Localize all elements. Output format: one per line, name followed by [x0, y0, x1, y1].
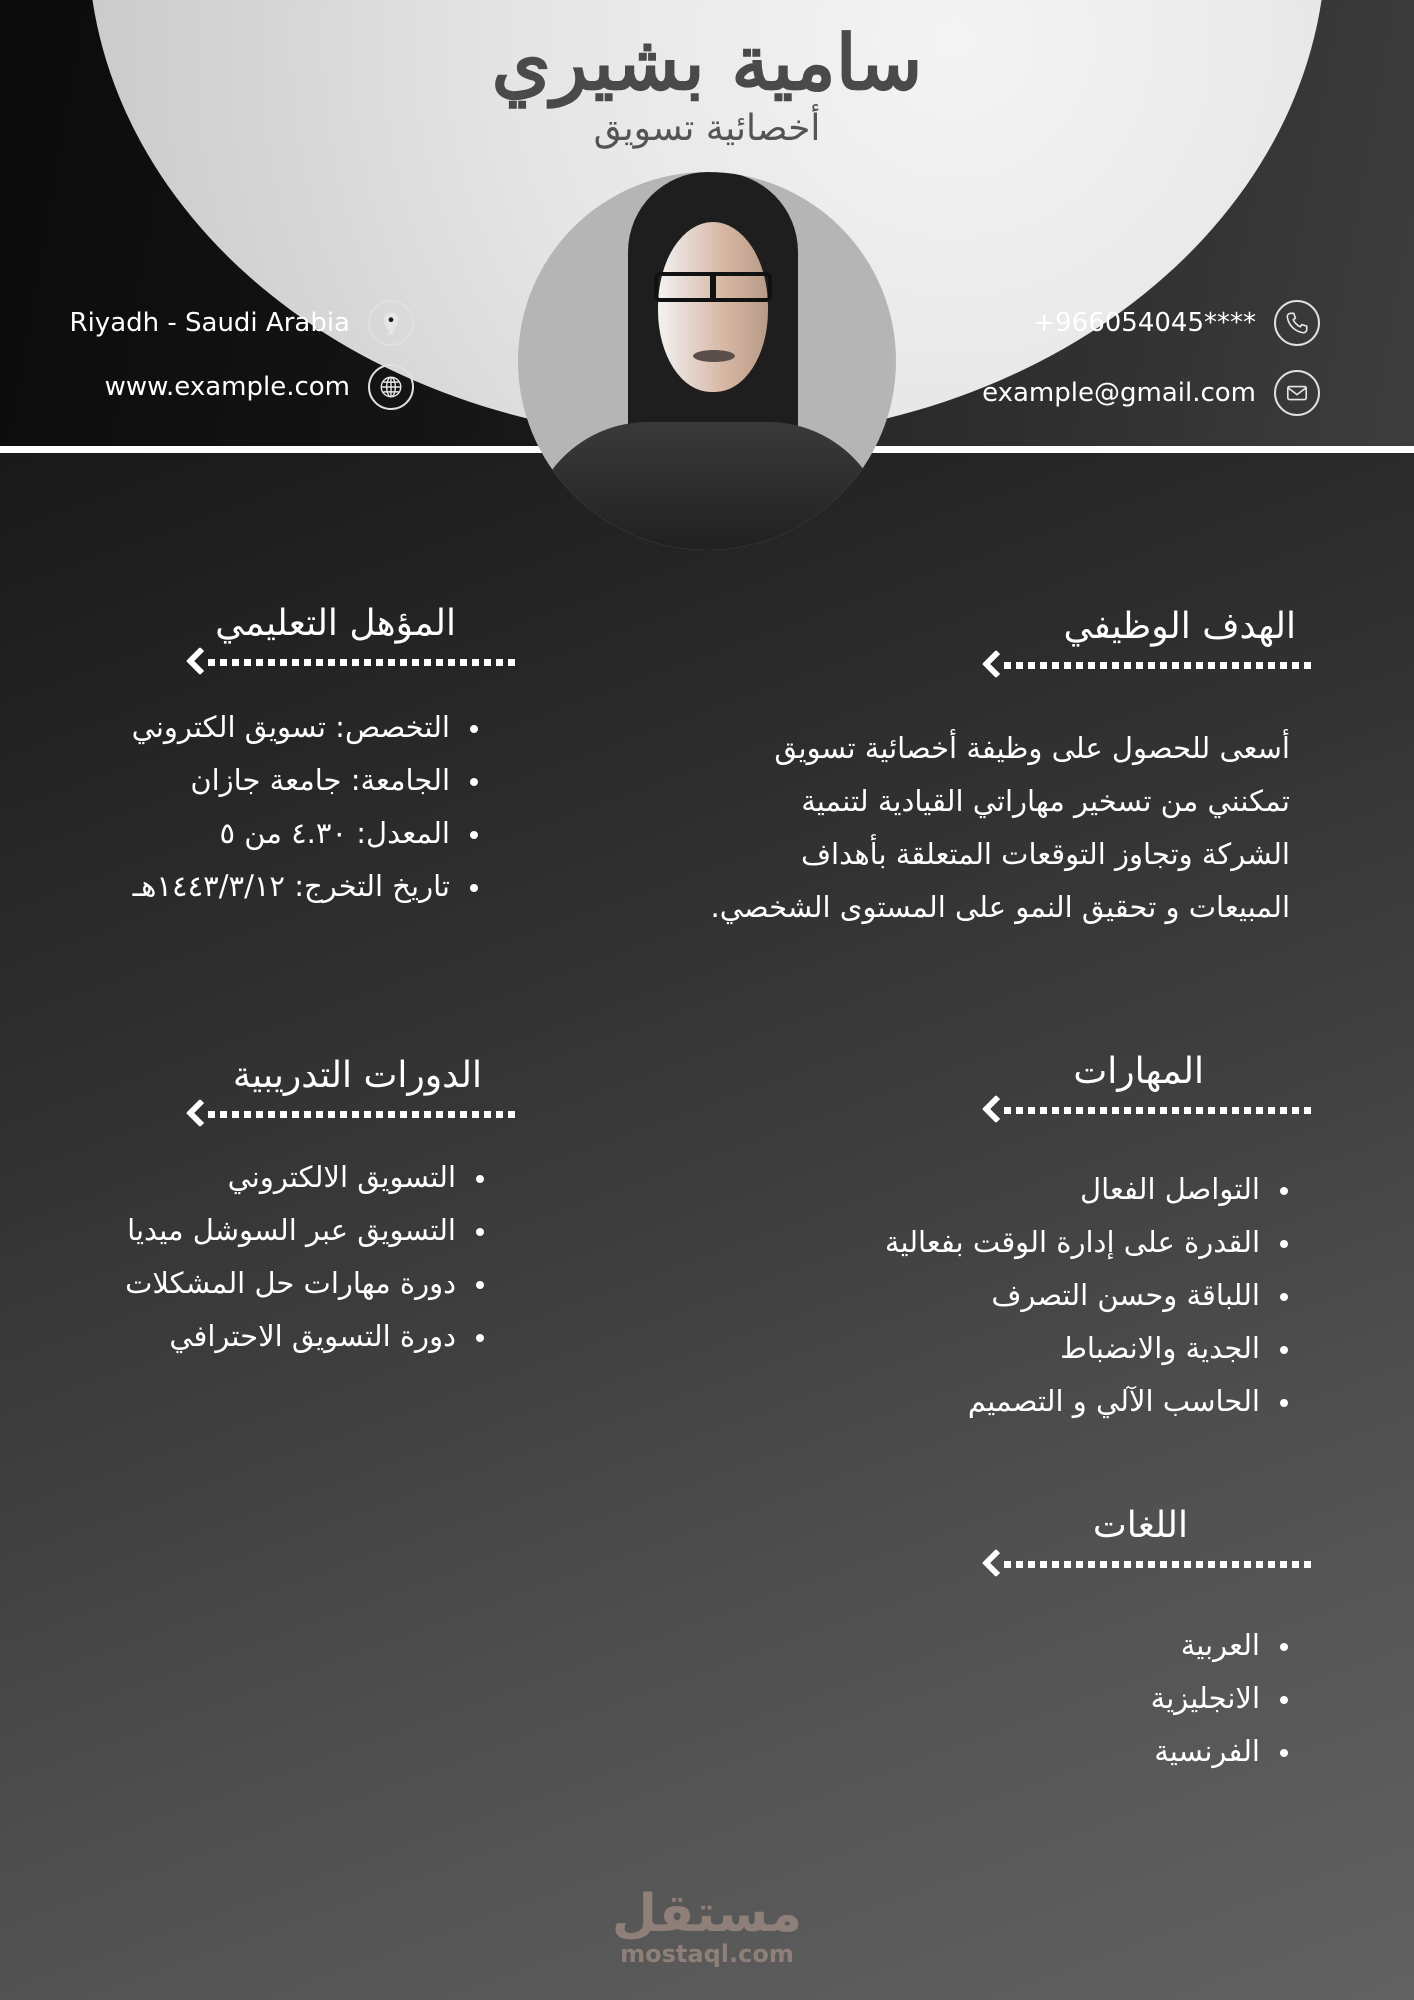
candidate-role: أخصائية تسويق [593, 108, 821, 149]
photo-face [658, 222, 768, 392]
skills-arrow-divider [976, 1097, 1316, 1123]
skill-item: القدرة على إدارة الوقت بفعالية [736, 1216, 1294, 1269]
profile-photo [518, 172, 896, 550]
section-skills [736, 1050, 1296, 1428]
watermark-latin: mostaql.com [620, 1940, 794, 1968]
course-item: دورة مهارات حل المشكلات [48, 1257, 490, 1310]
dotted-line [208, 659, 520, 666]
section-courses [48, 1054, 518, 1363]
candidate-name: سامية بشيري [491, 18, 923, 107]
skill-item: الجدية والانضباط [736, 1322, 1294, 1375]
photo-shoulders [528, 422, 888, 550]
objective-line-2: تمكنني من تسخير مهاراتي القيادية لتنمية [801, 784, 1290, 819]
education-arrow-divider [180, 649, 520, 675]
objective-title: الهدف الوظيفي [1063, 606, 1296, 647]
courses-arrow-divider [180, 1101, 520, 1127]
section-objective [656, 605, 1296, 934]
education-item: المعدل: ٤.٣٠ من ٥ [48, 807, 484, 860]
dotted-line [1004, 1561, 1316, 1568]
arrow-left-icon [982, 1095, 1010, 1123]
education-list [48, 701, 484, 913]
dotted-line [208, 1111, 520, 1118]
section-education [48, 602, 518, 913]
photo-mouth [693, 350, 735, 362]
objective-line-3: الشركة وتجاوز التوقعات المتعلقة بأهداف [800, 837, 1290, 872]
phone-number[interactable]: +966054045**** [1033, 308, 1256, 338]
course-item: دورة التسويق الاحترافي [48, 1310, 490, 1363]
section-languages [896, 1504, 1296, 1778]
objective-arrow-divider [976, 652, 1316, 678]
phone-icon [1274, 300, 1320, 346]
languages-arrow-divider [976, 1551, 1316, 1577]
skill-item: التواصل الفعال [736, 1163, 1294, 1216]
skill-item: اللباقة وحسن التصرف [736, 1269, 1294, 1322]
education-title: المؤهل التعليمي [215, 603, 456, 644]
courses-title: الدورات التدريبية [232, 1055, 482, 1096]
watermark-arabic: مستقل [611, 1884, 803, 1944]
objective-line-1: أسعى للحصول على وظيفة أخصائية تسويق [774, 731, 1290, 766]
education-item: التخصص: تسويق الكتروني [48, 701, 484, 754]
website-link[interactable]: www.example.com [104, 372, 350, 402]
arrow-left-icon [982, 650, 1010, 678]
objective-line-4: المبيعات و تحقيق النمو على المستوى الشخصي. [710, 890, 1290, 925]
language-item: العربية [896, 1619, 1294, 1672]
dotted-line [1004, 662, 1316, 669]
language-item: الانجليزية [896, 1672, 1294, 1725]
arrow-left-icon [186, 1099, 214, 1127]
contact-email[interactable] [982, 370, 1320, 416]
location-pin-icon [368, 300, 414, 346]
course-item: التسويق عبر السوشل ميديا [48, 1204, 490, 1257]
courses-list [48, 1151, 490, 1363]
course-item: التسويق الالكتروني [48, 1151, 490, 1204]
language-item: الفرنسية [896, 1725, 1294, 1778]
email-address[interactable]: example@gmail.com [982, 378, 1256, 408]
photo-glasses [654, 272, 772, 302]
languages-title: اللغات [1092, 1505, 1188, 1546]
skills-title: المهارات [1073, 1051, 1204, 1092]
contact-website[interactable] [105, 364, 414, 410]
contact-phone[interactable] [1033, 300, 1320, 346]
dotted-line [1004, 1107, 1316, 1114]
education-item: الجامعة: جامعة جازان [48, 754, 484, 807]
arrow-left-icon [982, 1549, 1010, 1577]
education-item: تاريخ التخرج: ١٤٤٣/٣/١٢هـ [48, 860, 484, 913]
arrow-left-icon [186, 647, 214, 675]
languages-list [896, 1619, 1294, 1778]
envelope-icon [1274, 370, 1320, 416]
contact-location [70, 300, 414, 346]
location-text: Riyadh - Saudi Arabia [69, 308, 350, 338]
watermark-logo [0, 1884, 1414, 1968]
skills-list [736, 1163, 1294, 1428]
skill-item: الحاسب الآلي و التصميم [736, 1375, 1294, 1428]
globe-icon [368, 364, 414, 410]
